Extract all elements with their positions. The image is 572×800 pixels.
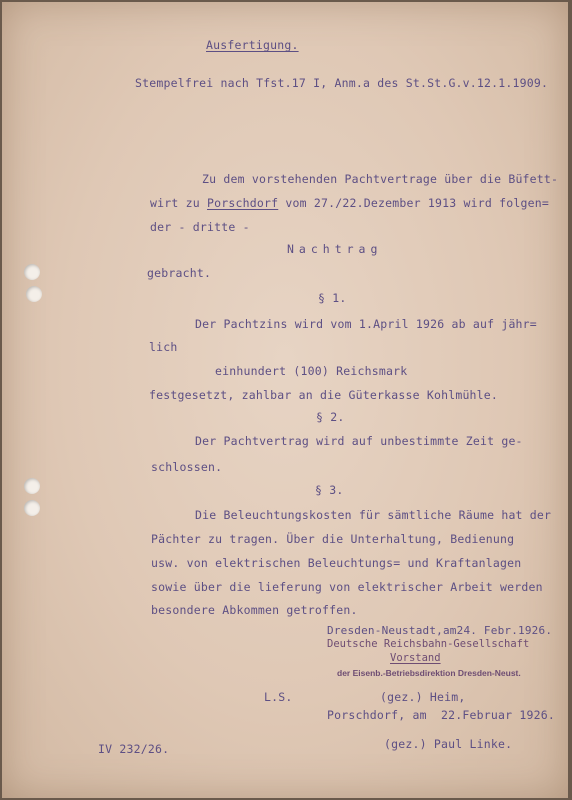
intro-line-1: Zu dem vorstehenden Pachtvertrage über die Büfett- (202, 172, 559, 186)
signature-heim: (gez.) Heim, (380, 690, 466, 704)
punch-hole-bottom-2 (24, 500, 40, 516)
punch-hole-top-2 (26, 286, 42, 302)
intro-line-2-pre: wirt zu (150, 196, 207, 210)
section-1-line-2: lich (149, 340, 178, 354)
stamp-directorate: der Eisenb.-Betriebsdirektion Dresden-Neust. (337, 668, 521, 678)
file-number: IV 232/26. (98, 742, 170, 756)
section-2-heading: § 2. (316, 410, 345, 424)
section-1-line-1: Der Pachtzins wird vom 1.April 1926 ab auf jähr= (195, 317, 537, 331)
section-3-line-2: Pächter zu tragen. Über die Unterhaltung, Bedienung (151, 532, 515, 546)
signature-place-date: Dresden-Neustadt,am24. Febr.1926. (327, 624, 553, 637)
intro-line-2 (150, 196, 549, 210)
intro-line-2-post: vom 27./22.Dezember 1913 wird folgen= (278, 196, 549, 210)
section-2-line-2: schlossen. (151, 460, 223, 474)
section-3-line-4: sowie über die lieferung von elektrischer Arbeit werden (151, 580, 543, 594)
stamp-vorstand: Vorstand (390, 652, 441, 664)
intro-line-3: der - dritte - (150, 220, 250, 234)
nachtrag-title: Nachtrag (287, 242, 383, 256)
section-3-line-1: Die Beleuchtungskosten für sämtliche Räume hat der (195, 508, 552, 522)
stamp-organization: Deutsche Reichsbahn-Gesellschaft (327, 638, 530, 650)
document-heading: Ausfertigung. (206, 38, 299, 52)
section-1-heading: § 1. (318, 291, 347, 305)
porschdorf-date: Porschdorf, am 22.Februar 1926. (327, 708, 555, 722)
section-1-line-4: festgesetzt, zahlbar an die Güterkasse Kohlmühle. (149, 388, 499, 402)
section-3-heading: § 3. (315, 483, 344, 497)
section-2-line-1: Der Pachtvertrag wird auf unbestimmte Zeit ge- (195, 434, 523, 448)
gebracht-line: gebracht. (147, 266, 212, 280)
seal-ls: L.S. (264, 690, 293, 704)
place-name: Porschdorf (207, 196, 279, 210)
stamp-exemption-note: Stempelfrei nach Tfst.17 I, Anm.a des St.St.G.v.12.1.1909. (135, 76, 549, 90)
section-1-line-3: einhundert (100) Reichsmark (215, 364, 408, 378)
section-3-line-3: usw. von elektrischen Beleuchtungs= und Kraftanlagen (151, 556, 522, 570)
punch-hole-top (24, 264, 40, 280)
document-page (2, 2, 568, 798)
punch-hole-bottom (24, 478, 40, 494)
signature-linke: (gez.) Paul Linke. (384, 737, 513, 751)
section-3-line-5: besondere Abkommen getroffen. (151, 603, 358, 617)
